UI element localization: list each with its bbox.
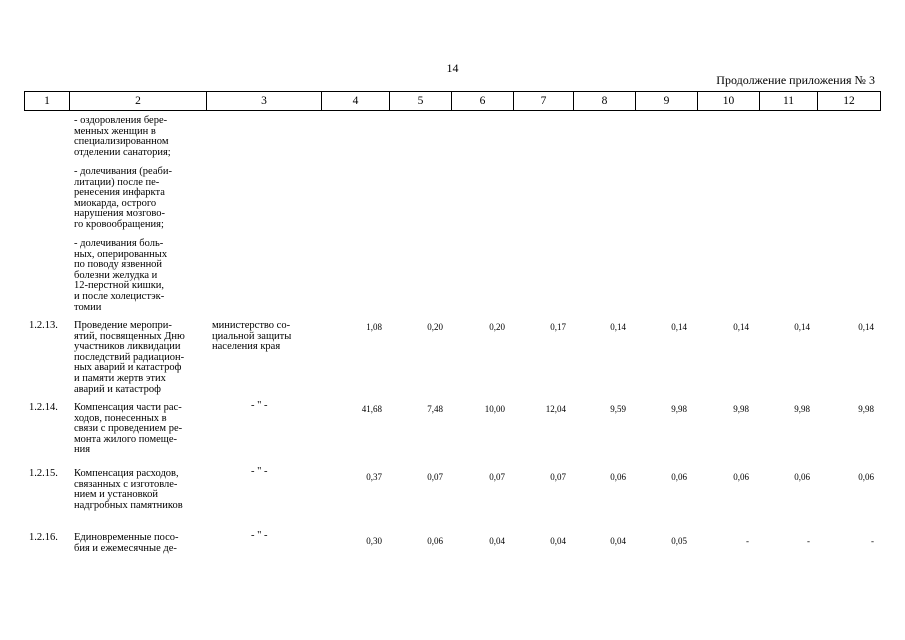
column-header-table bbox=[24, 91, 881, 111]
value-cell: 0,06 bbox=[794, 472, 810, 482]
value-cell: - bbox=[871, 536, 874, 546]
value-cell: 0,20 bbox=[427, 322, 443, 332]
column-header: 4 bbox=[322, 92, 390, 111]
column-header: 1 bbox=[25, 92, 70, 111]
row-code: 1.2.15. bbox=[29, 468, 58, 479]
column-header: 8 bbox=[574, 92, 636, 111]
value-cell: 0,04 bbox=[550, 536, 566, 546]
column-header: 12 bbox=[818, 92, 881, 111]
column-header: 2 bbox=[70, 92, 207, 111]
value-cell: 0,07 bbox=[550, 472, 566, 482]
value-cell: 9,98 bbox=[671, 404, 687, 414]
row-executor: - " - bbox=[251, 466, 268, 477]
value-cell: 10,00 bbox=[484, 404, 505, 414]
sub-item-text: - долечивания боль- ных, оперированных по поводу язвенной болезни желудка и 12-перстной кишки, и после холецистэк- томии bbox=[74, 238, 168, 313]
value-cell: 0,20 bbox=[489, 322, 505, 332]
value-cell: - bbox=[807, 536, 810, 546]
column-header: 11 bbox=[760, 92, 818, 111]
value-cell: 0,05 bbox=[671, 536, 687, 546]
value-cell: 0,14 bbox=[858, 322, 874, 332]
column-header: 3 bbox=[207, 92, 322, 111]
value-cell: 0,37 bbox=[366, 472, 382, 482]
value-cell: 9,98 bbox=[858, 404, 874, 414]
value-cell: 0,14 bbox=[733, 322, 749, 332]
column-header: 7 bbox=[514, 92, 574, 111]
value-cell: 0,06 bbox=[610, 472, 626, 482]
value-cell: 0,06 bbox=[671, 472, 687, 482]
row-name: Компенсация части рас- ходов, понесенных в связи с проведением ре- монта жилого помеще- ния bbox=[74, 402, 183, 456]
value-cell: 0,14 bbox=[794, 322, 810, 332]
value-cell: - bbox=[746, 536, 749, 546]
row-name: Единовременные посо- бия и ежемесячные де- bbox=[74, 532, 179, 554]
value-cell: 9,59 bbox=[610, 404, 626, 414]
value-cell: 0,30 bbox=[366, 536, 382, 546]
value-cell: 0,06 bbox=[858, 472, 874, 482]
value-cell: 0,06 bbox=[427, 536, 443, 546]
sub-item-text: - долечивания (реаби- литации) после пе- ренесения инфаркта миокарда, острого нарушения мозгово- го кровообращения; bbox=[74, 166, 172, 230]
header-row bbox=[25, 92, 881, 111]
value-cell: 0,17 bbox=[550, 322, 566, 332]
value-cell: 0,06 bbox=[733, 472, 749, 482]
row-executor: - " - bbox=[251, 530, 268, 541]
value-cell: 9,98 bbox=[794, 404, 810, 414]
value-cell: 0,07 bbox=[427, 472, 443, 482]
continuation-label: Продолжение приложения № 3 bbox=[716, 73, 875, 87]
column-header: 10 bbox=[698, 92, 760, 111]
row-executor: - " - bbox=[251, 400, 268, 411]
column-header: 5 bbox=[390, 92, 452, 111]
row-code: 1.2.16. bbox=[29, 532, 58, 543]
page-number: 14 bbox=[446, 61, 459, 75]
column-header: 9 bbox=[636, 92, 698, 111]
value-cell: 0,14 bbox=[610, 322, 626, 332]
value-cell: 0,04 bbox=[489, 536, 505, 546]
row-code: 1.2.13. bbox=[29, 320, 58, 331]
value-cell: 1,08 bbox=[366, 322, 382, 332]
column-header: 6 bbox=[452, 92, 514, 111]
value-cell: 0,07 bbox=[489, 472, 505, 482]
value-cell: 0,14 bbox=[671, 322, 687, 332]
sub-item-text: - оздоровления бере- менных женщин в специализированном отделении санатория; bbox=[74, 115, 171, 158]
row-name: Проведение меропри- ятий, посвященных Дню участников ликвидации последствий радиацион- ных аварий и катастроф и памяти жертв этих аварий и катастроф bbox=[74, 320, 185, 395]
value-cell: 41,68 bbox=[361, 404, 382, 414]
value-cell: 7,48 bbox=[427, 404, 443, 414]
row-executor: министерство со- циальной защиты населения края bbox=[212, 320, 292, 353]
value-cell: 9,98 bbox=[733, 404, 749, 414]
row-code: 1.2.14. bbox=[29, 402, 58, 413]
value-cell: 12,04 bbox=[545, 404, 566, 414]
row-name: Компенсация расходов, связанных с изготовле- нием и установкой надгробных памятников bbox=[74, 468, 183, 511]
value-cell: 0,04 bbox=[610, 536, 626, 546]
